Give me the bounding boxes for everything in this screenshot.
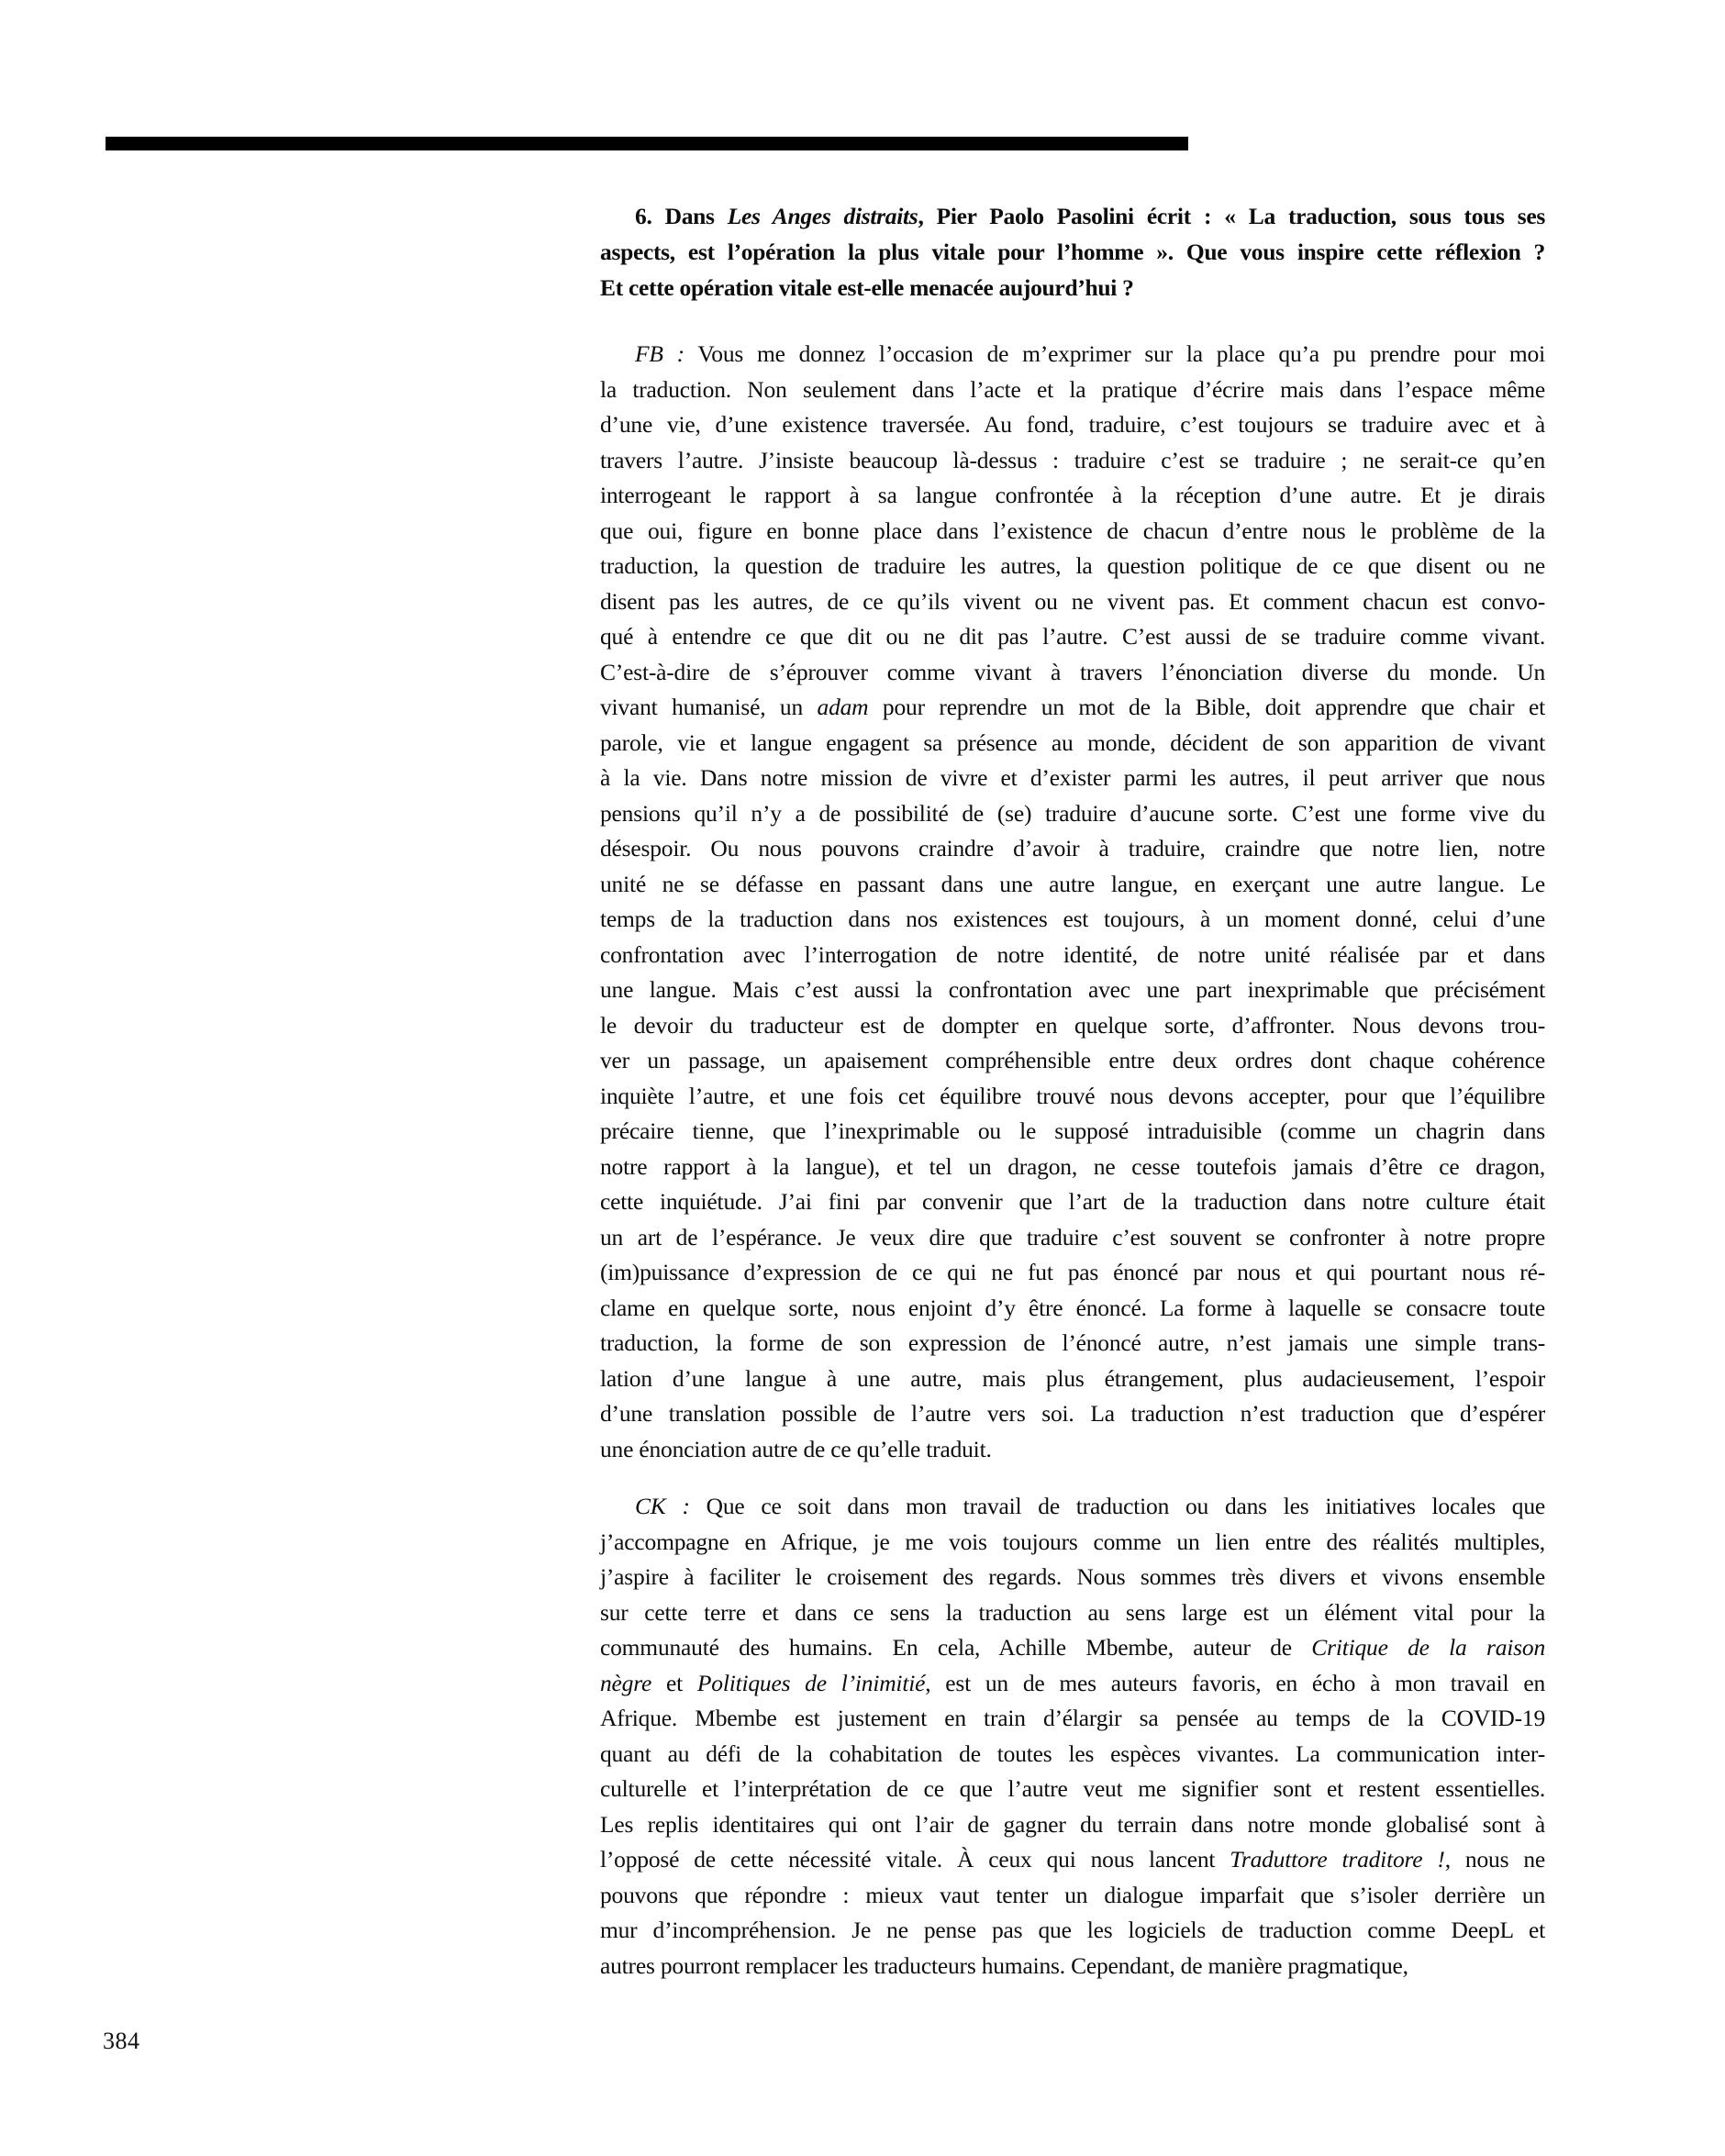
text-line — [600, 619, 1545, 655]
text-line — [600, 1913, 1545, 1949]
text-line — [600, 198, 1545, 234]
text-segment: (im)puissance d’expression de ce qui ne fut pas énoncé par nous et qui pourtant nous ré- — [600, 1259, 1545, 1285]
text-segment: j’aspire à faciliter le croisement des regards. Nous sommes très divers et vivons ensemble — [600, 1563, 1545, 1590]
text-line — [600, 407, 1545, 443]
content-column — [600, 198, 1545, 1984]
text-segment: autres pourront remplacer les traducteurs humains. Cependant, de manière pragmatique, — [600, 1951, 1408, 1979]
text-segment: d’une translation possible de l’autre vers soi. La traduction n’est traduction que d’espérer — [600, 1400, 1545, 1427]
text-line — [600, 270, 1545, 306]
text-line — [600, 1326, 1545, 1361]
text-segment: , Pier Paolo Pasolini écrit : « La traduction, sous tous ses — [918, 203, 1545, 229]
text-segment: 6. Dans — [635, 203, 728, 229]
italic-text-segment: FB : — [635, 340, 684, 367]
text-line — [600, 1842, 1545, 1878]
text-segment: sur cette terre et dans ce sens la traduction au sens large est un élément vital pour la — [600, 1598, 1545, 1626]
text-segment: culturelle et l’interprétation de ce que l’autre veut me signifier sont et restent essentielles. — [600, 1775, 1545, 1802]
text-line — [600, 655, 1545, 691]
paragraph-ck — [600, 1489, 1545, 1984]
text-line — [600, 1043, 1545, 1079]
text-segment: clame en quelque sorte, nous enjoint d’y être énoncé. La forme à laquelle se consacre toute — [600, 1294, 1545, 1321]
italic-text-segment: Traduttore traditore ! — [1230, 1846, 1445, 1873]
text-line — [600, 1525, 1545, 1561]
text-segment: pouvons que répondre : mieux vaut tenter un dialogue imparfait que s’isoler derrière un — [600, 1881, 1545, 1908]
text-line — [600, 1489, 1545, 1525]
text-segment: notre rapport à la langue), et tel un dragon, ne cesse toutefois jamais d’être ce dragon, — [600, 1152, 1545, 1180]
text-line — [600, 726, 1545, 761]
italic-text-segment: Les Anges distraits — [727, 203, 918, 229]
text-line — [600, 1878, 1545, 1914]
text-segment: Vous me donnez l’occasion de m’exprimer sur la place qu’a pu prendre pour moi — [684, 340, 1545, 367]
text-segment: , nous ne — [1444, 1846, 1545, 1873]
text-segment: pour reprendre un mot de la Bible, doit apprendre que chair et — [868, 694, 1546, 720]
text-line — [600, 1220, 1545, 1256]
text-segment: qué à entendre ce que dit ou ne dit pas l’autre. C’est aussi de se traduire comme vivant. — [600, 623, 1545, 650]
text-line — [600, 1361, 1545, 1397]
text-line — [600, 690, 1545, 726]
text-segment: ver un passage, un apaisement compréhensible entre deux ordres dont chaque cohérence — [600, 1047, 1545, 1073]
text-line — [600, 1630, 1545, 1666]
text-segment: quant au défi de la cohabitation de toutes les espèces vivantes. La communication inter- — [600, 1739, 1545, 1767]
text-line — [600, 1396, 1545, 1432]
text-line — [600, 549, 1545, 584]
text-line — [600, 1772, 1545, 1807]
text-segment: d’une vie, d’une existence traversée. Au fond, traduire, c’est toujours se traduire avec et à — [600, 411, 1545, 438]
text-segment: Les replis identitaires qui ont l’air de gagner du terrain dans notre monde globalisé sont à — [600, 1810, 1545, 1838]
paragraph-fb — [600, 337, 1545, 1467]
text-line — [600, 1114, 1545, 1150]
text-line — [600, 1807, 1545, 1843]
text-segment: parole, vie et langue engagent sa présence au monde, décident de son apparition de vivant — [600, 728, 1545, 756]
text-segment: un art de l’espérance. Je veux dire que traduire c’est souvent se confronter à notre propre — [600, 1223, 1545, 1250]
text-segment: mur d’incompréhension. Je ne pense pas que les logiciels de traduction comme DeepL et — [600, 1917, 1545, 1943]
text-line — [600, 372, 1545, 408]
text-line — [600, 1949, 1545, 1984]
text-segment: travers l’autre. J’insiste beaucoup là-dessus : traduire c’est se traduire ; ne serait-ce qu’en — [600, 446, 1545, 473]
text-segment: précaire tienne, que l’inexprimable ou le supposé intraduisible (comme un chagrin dans — [600, 1117, 1545, 1144]
text-line — [600, 584, 1545, 620]
text-segment: pensions qu’il n’y a de possibilité de (se) traduire d’aucune sorte. C’est une forme vive du — [600, 799, 1545, 827]
text-segment: cette inquiétude. J’ai fini par convenir que l’art de la traduction dans notre culture était — [600, 1188, 1545, 1215]
text-segment: , est un de mes auteurs favoris, en écho à mon travail en — [925, 1669, 1545, 1696]
text-segment: Que ce soit dans mon travail de traduction ou dans les initiatives locales que — [689, 1493, 1545, 1519]
text-segment: vivant humanisé, un — [600, 694, 818, 720]
page-number: 384 — [103, 2028, 140, 2054]
text-segment: la traduction. Non seulement dans l’acte et la pratique d’écrire mais dans l’espace même — [600, 375, 1545, 403]
question-heading — [600, 198, 1545, 306]
text-segment: et — [651, 1669, 697, 1696]
text-line — [600, 1737, 1545, 1773]
text-line — [600, 1150, 1545, 1185]
text-line — [600, 1079, 1545, 1115]
text-segment: traduction, la forme de son expression de l’énoncé autre, n’est jamais une simple trans- — [600, 1329, 1545, 1356]
text-line — [600, 831, 1545, 867]
text-line — [600, 938, 1545, 973]
text-line — [600, 478, 1545, 514]
text-segment: traduction, la question de traduire les autres, la question politique de ce que disent ou ne — [600, 552, 1545, 579]
text-segment: à la vie. Dans notre mission de vivre et d’exister parmi les autres, il peut arriver que nous — [600, 764, 1545, 791]
text-line — [600, 902, 1545, 938]
text-line — [600, 761, 1545, 796]
text-segment: l’opposé de cette nécessité vitale. À ceux qui nous lancent — [600, 1846, 1230, 1873]
text-line — [600, 514, 1545, 550]
text-line — [600, 337, 1545, 372]
text-segment: j’accompagne en Afrique, je me vois toujours comme un lien entre des réalités multiples, — [600, 1528, 1545, 1555]
text-segment: unité ne se défasse en passant dans une autre langue, en exerçant une autre langue. Le — [600, 870, 1545, 897]
text-segment: interrogeant le rapport à sa langue confrontée à la réception d’une autre. Et je dirais — [600, 482, 1545, 508]
text-segment: aspects, est l’opération la plus vitale pour l’homme ». Que vous inspire cette réflexion ? — [600, 239, 1545, 265]
text-segment: confrontation avec l’interrogation de notre identité, de notre unité réalisée par et dans — [600, 940, 1545, 968]
text-segment: inquiète l’autre, et une fois cet équilibre trouvé nous devons accepter, pour que l’équilibre — [600, 1082, 1545, 1109]
text-segment: une langue. Mais c’est aussi la confrontation avec une part inexprimable que précisément — [600, 976, 1545, 1003]
text-line — [600, 1184, 1545, 1220]
text-line — [600, 796, 1545, 832]
italic-text-segment: CK : — [635, 1493, 690, 1519]
text-line — [600, 1701, 1545, 1737]
text-line — [600, 1595, 1545, 1631]
text-segment: Et cette opération vitale est-elle menacée aujourd’hui ? — [600, 274, 1134, 301]
text-segment: le devoir du traducteur est de dompter en quelque sorte, d’affronter. Nous devons trou- — [600, 1011, 1545, 1039]
italic-text-segment: nègre — [600, 1669, 652, 1696]
text-line — [600, 234, 1545, 270]
text-segment: lation d’une langue à une autre, mais plus étrangement, plus audacieusement, l’espoir — [600, 1364, 1545, 1392]
text-segment: communauté des humains. En cela, Achille Mbembe, auteur de — [600, 1634, 1312, 1661]
italic-text-segment: Politiques de l’inimitié — [696, 1669, 926, 1696]
text-line — [600, 1255, 1545, 1291]
text-segment: temps de la traduction dans nos existences est toujours, à un moment donné, celui d’une — [600, 906, 1545, 932]
text-line — [600, 972, 1545, 1008]
text-line — [600, 1008, 1545, 1044]
italic-text-segment: Critique de la raison — [1311, 1634, 1545, 1661]
text-segment: une énonciation autre de ce qu’elle traduit. — [600, 1435, 992, 1462]
text-segment: C’est-à-dire de s’éprouver comme vivant à travers l’énonciation diverse du monde. Un — [600, 658, 1545, 685]
text-line — [600, 867, 1545, 903]
text-line — [600, 1666, 1545, 1702]
text-line — [600, 443, 1545, 479]
text-segment: Afrique. Mbembe est justement en train d’élargir sa pensée au temps de la COVID-19 — [600, 1705, 1545, 1731]
italic-text-segment: adam — [817, 694, 869, 720]
top-rule — [106, 137, 1188, 150]
text-line — [600, 1291, 1545, 1327]
text-line — [600, 1432, 1545, 1468]
text-segment: que oui, figure en bonne place dans l’existence de chacun d’entre nous le problème de la — [600, 517, 1545, 544]
text-line — [600, 1560, 1545, 1595]
text-segment: disent pas les autres, de ce qu’ils vivent ou ne vivent pas. Et comment chacun est convo- — [600, 587, 1545, 615]
text-segment: désespoir. Ou nous pouvons craindre d’avoir à traduire, craindre que notre lien, notre — [600, 835, 1545, 861]
